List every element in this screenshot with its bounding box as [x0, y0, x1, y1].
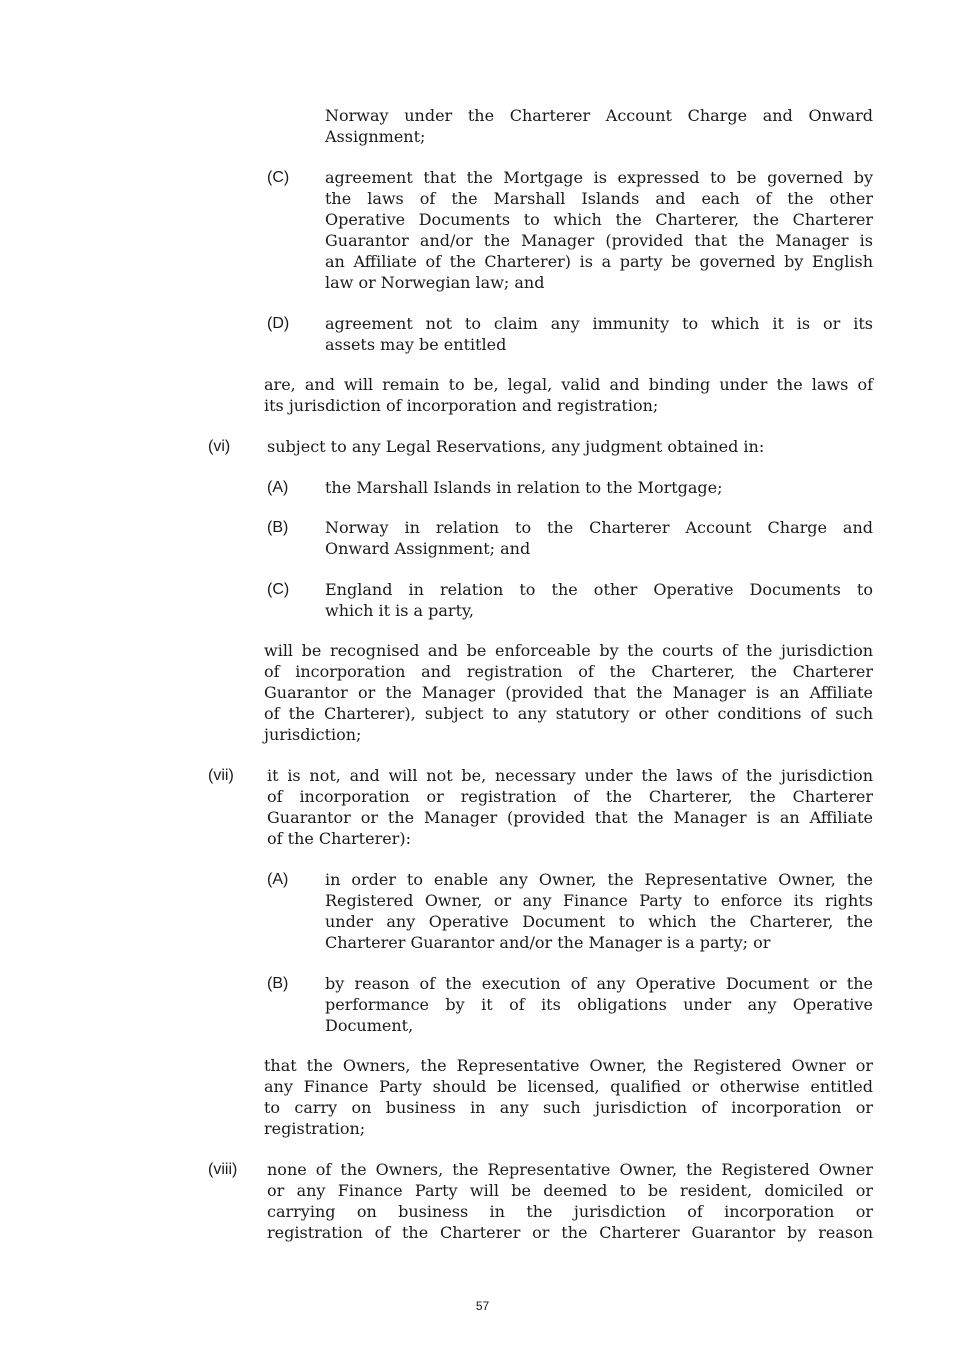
text-line: Guarantor or the Manager (provided that the Manager is an Affiliate [267, 808, 873, 827]
clause-v-d [325, 313, 873, 355]
text-line: of the Charterer): [267, 829, 411, 848]
item-label: (C) [267, 581, 290, 598]
item-label: (A) [267, 871, 289, 888]
text-line: assets may be entitled [325, 335, 507, 354]
item-label: (A) [267, 479, 289, 496]
clause-vi-a [325, 477, 873, 498]
text-line: England in relation to the other Operative Documents to [325, 580, 873, 599]
text-line: Operative Documents to which the Charterer, the Charterer [325, 210, 873, 229]
item-label: (B) [267, 975, 289, 992]
item-label: (vi) [208, 438, 231, 455]
clause-vi [267, 436, 873, 457]
text-line: of incorporation or registration of the Charterer, the Charterer [267, 787, 873, 806]
text-line: Assignment; [325, 127, 426, 146]
clause-vi-c [325, 579, 873, 621]
text-line: in order to enable any Owner, the Representative Owner, the [325, 870, 873, 889]
item-label: (viii) [208, 1161, 238, 1178]
clause-vii [267, 765, 873, 849]
text-line: jurisdiction; [264, 725, 362, 744]
text-line: the laws of the Marshall Islands and each of the other [325, 189, 873, 208]
text-line: any Finance Party should be licensed, qualified or otherwise entitled [264, 1077, 873, 1096]
clause-vi-tail [264, 640, 873, 745]
text-line: performance by it of its obligations under any Operative [325, 995, 873, 1014]
text-line: carrying on business in the jurisdiction of incorporation or [267, 1202, 873, 1221]
page-number: 57 [475, 1299, 490, 1313]
text-line: Registered Owner, or any Finance Party to enforce its rights [325, 891, 873, 910]
text-line: by reason of the execution of any Operative Document or the [325, 974, 873, 993]
text-line: Guarantor or the Manager (provided that the Manager is an Affiliate [264, 683, 873, 702]
item-label: (B) [267, 519, 289, 536]
text-line: which it is a party, [325, 601, 474, 620]
clause-v-c [325, 167, 873, 293]
text-line: of the Charterer), subject to any statutory or other conditions of such [264, 704, 873, 723]
text-line: Norway under the Charterer Account Charge and Onward [325, 106, 873, 125]
text-line: an Affiliate of the Charterer) is a party be governed by English [325, 252, 873, 271]
text-line: registration; [264, 1119, 366, 1138]
text-line: Charterer Guarantor and/or the Manager is a party; or [325, 933, 771, 952]
text-line: none of the Owners, the Representative Owner, the Registered Owner [267, 1160, 873, 1179]
text-line: will be recognised and be enforceable by the courts of the jurisdiction [264, 641, 873, 660]
text-line: Guarantor and/or the Manager (provided that the Manager is [325, 231, 873, 250]
text-line: under any Operative Document to which the Charterer, the [325, 912, 873, 931]
text-line: Document, [325, 1016, 414, 1035]
text-line: registration of the Charterer or the Charterer Guarantor by reason [267, 1223, 873, 1242]
clause-v-tail [264, 374, 873, 416]
text-line: the Marshall Islands in relation to the Mortgage; [325, 478, 723, 497]
text-line: Onward Assignment; and [325, 539, 531, 558]
text-line: subject to any Legal Reservations, any judgment obtained in: [267, 437, 765, 456]
text-line: or any Finance Party will be deemed to be resident, domiciled or [267, 1181, 873, 1200]
clause-vi-b [325, 517, 873, 559]
text-line: it is not, and will not be, necessary under the laws of the jurisdiction [267, 766, 873, 785]
text-line: law or Norwegian law; and [325, 273, 545, 292]
text-line: are, and will remain to be, legal, valid and binding under the laws of [264, 375, 873, 394]
clause-vii-a [325, 869, 873, 953]
item-label: (C) [267, 169, 290, 186]
text-line: of incorporation and registration of the Charterer, the Charterer [264, 662, 873, 681]
text-line: agreement that the Mortgage is expressed to be governed by [325, 168, 873, 187]
continuation-text [325, 105, 873, 147]
text-line: its jurisdiction of incorporation and registration; [264, 396, 659, 415]
clause-vii-tail [264, 1055, 873, 1139]
item-label: (vii) [208, 767, 234, 784]
clause-vii-b [325, 973, 873, 1036]
text-line: that the Owners, the Representative Owner, the Registered Owner or [264, 1056, 873, 1075]
text-line: to carry on business in any such jurisdiction of incorporation or [264, 1098, 873, 1117]
clause-viii [267, 1159, 873, 1243]
text-line: Norway in relation to the Charterer Account Charge and [325, 518, 873, 537]
item-label: (D) [267, 315, 290, 332]
text-line: agreement not to claim any immunity to which it is or its [325, 314, 873, 333]
